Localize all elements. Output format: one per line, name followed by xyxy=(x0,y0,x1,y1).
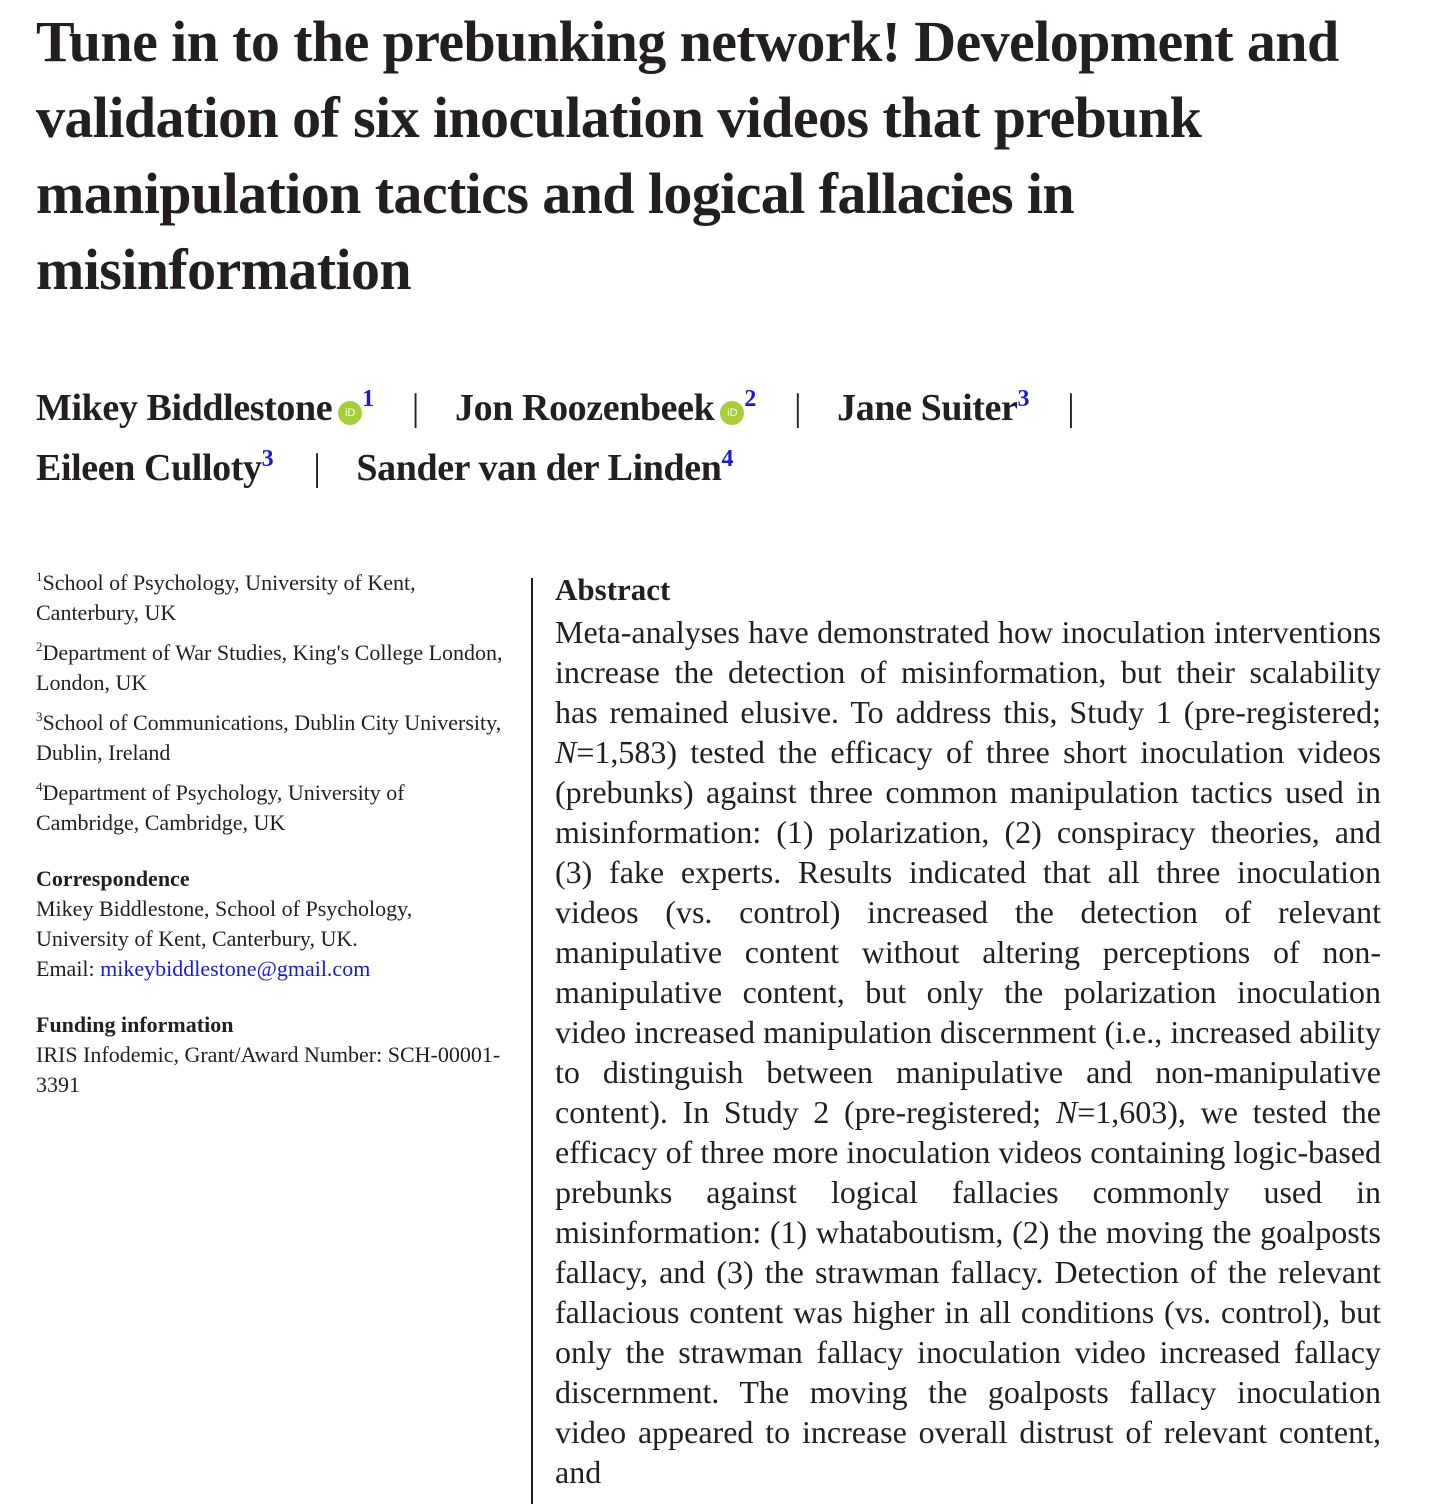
correspondence-email-line xyxy=(36,954,506,984)
email-link[interactable]: mikeybiddlestone@gmail.com xyxy=(100,956,371,981)
affiliation-2 xyxy=(36,638,506,698)
affiliation-marker: 3 xyxy=(1017,386,1030,412)
affiliation-marker: 4 xyxy=(721,446,734,472)
affiliation-marker: 3 xyxy=(261,446,274,472)
author-name: Jon Roozenbeek xyxy=(455,387,715,429)
author-name: Jane Suiter xyxy=(837,387,1018,429)
funding-block xyxy=(36,1010,506,1100)
affiliation-number: 4 xyxy=(36,779,43,794)
abstract-text: =1,583) tested the efficacy of three short inoculation videos (prebunks) against three common manipulation tactics used in misinformation: (1) polarization, (2) conspiracy theories, and (3) fake experts. Results indicated that all three inoculation videos (vs. control) increased the detection of relevant manipulative content without altering perceptions of non-manipulative content, but only the polarization inoculation video increased manipulation discernment (i.e., increased ability to distinguish between manipulative and non-manipulative content). In Study 2 (pre-registered; xyxy=(555,734,1381,1130)
abstract-text: Meta-analyses have demonstrated how inoculation interventions increase the detection of misinformation, but their scalability has remained elusive. To address this, Study 1 (pre-registered; xyxy=(555,614,1381,730)
funding-heading: Funding information xyxy=(36,1012,234,1037)
author-suiter xyxy=(837,387,1029,429)
author-list xyxy=(36,378,1416,498)
affiliation-marker: 2 xyxy=(744,386,756,412)
affiliation-4 xyxy=(36,778,506,838)
affiliation-text: School of Communications, Dublin City University, Dublin, Ireland xyxy=(36,710,502,765)
affiliation-text: School of Psychology, University of Kent, Canterbury, UK xyxy=(36,570,416,625)
affiliation-number: 3 xyxy=(36,709,43,724)
affiliation-text: Department of War Studies, King's College London, London, UK xyxy=(36,640,503,695)
abstract-italic-n: N xyxy=(555,734,577,770)
abstract-heading: Abstract xyxy=(555,572,671,607)
author-separator: | xyxy=(1067,387,1075,429)
abstract-text: =1,603), we tested the efficacy of three more inoculation videos containing logic-based prebunks against logical fallacies commonly used in misinformation: (1) whataboutism, (2) the moving the goalposts fallacy, and (3) the strawman fallacy. Detection of the relevant fallacious content was higher in all conditions (vs. control), but only the strawman fallacy inoculation video increased fallacy discernment. The moving the goalposts fallacy inoculation video appeared to increase overall distrust of relevant content, and xyxy=(555,1094,1381,1490)
author-name: Sander van der Linden xyxy=(356,447,722,489)
affiliation-1 xyxy=(36,568,506,628)
affiliation-number: 1 xyxy=(36,569,43,584)
column-divider xyxy=(531,578,533,1504)
affiliation-text: Department of Psychology, University of Cambridge, Cambridge, UK xyxy=(36,780,405,835)
abstract-body xyxy=(555,612,1381,1492)
author-separator: | xyxy=(313,447,321,489)
correspondence-address: Mikey Biddlestone, School of Psychology, University of Kent, Canterbury, UK. xyxy=(36,896,413,951)
abstract-section xyxy=(555,572,1381,1492)
author-separator: | xyxy=(411,387,419,429)
paper-title: Tune in to the prebunking network! Development and validation of six inoculation videos that prebunk manipulation tactics and logical fallacies in misinformation xyxy=(36,9,1339,302)
author-van-der-linden xyxy=(356,447,733,489)
author-name: Eileen Culloty xyxy=(36,447,262,489)
author-culloty xyxy=(36,447,273,489)
affiliation-number: 2 xyxy=(36,639,43,654)
author-separator: | xyxy=(793,387,802,429)
author-roozenbeek xyxy=(455,387,756,429)
author-name: Mikey Biddlestone xyxy=(36,387,333,429)
abstract-italic-n: N xyxy=(1055,1094,1078,1130)
correspondence-block xyxy=(36,864,506,984)
affiliation-3 xyxy=(36,708,506,768)
orcid-icon[interactable]: iD xyxy=(338,401,362,425)
sidebar-info xyxy=(36,568,506,1100)
affiliation-marker: 1 xyxy=(362,386,374,412)
orcid-icon[interactable]: iD xyxy=(720,401,744,425)
author-biddlestone xyxy=(36,387,374,429)
correspondence-heading: Correspondence xyxy=(36,866,190,891)
email-label: Email: xyxy=(36,956,101,981)
funding-text: IRIS Infodemic, Grant/Award Number: SCH-00001-3391 xyxy=(36,1042,501,1097)
